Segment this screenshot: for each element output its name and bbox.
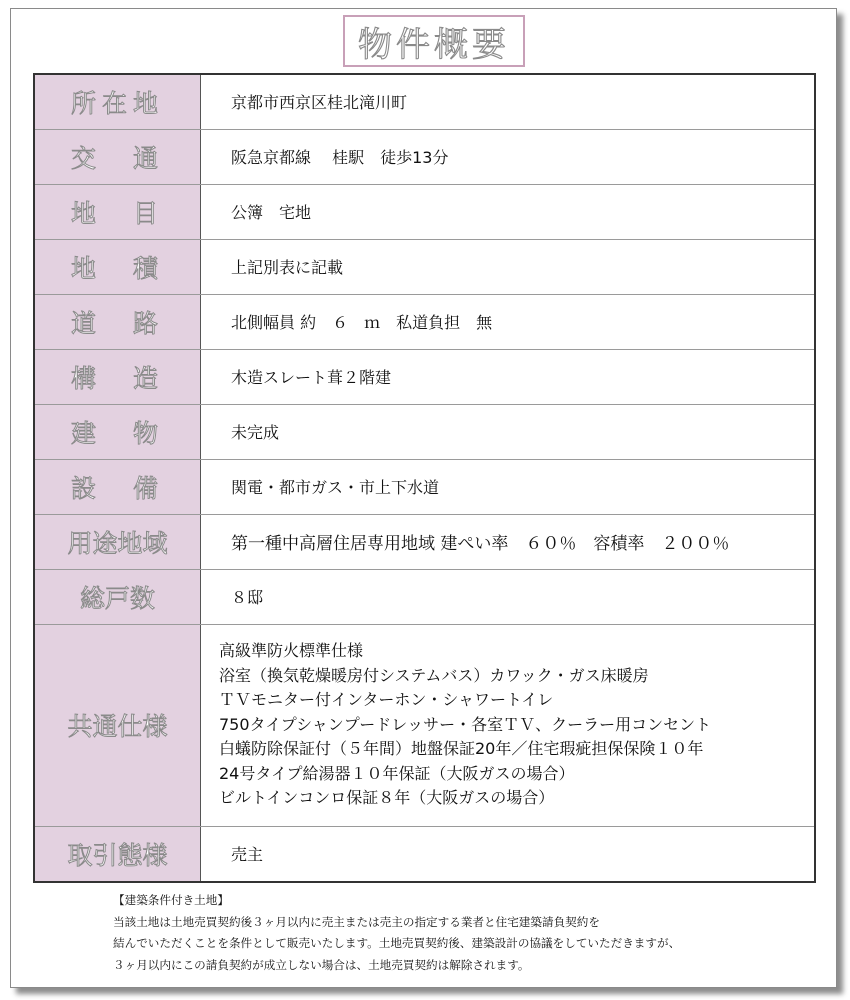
row-label: 用途地域 — [34, 514, 201, 569]
row-facilities — [34, 459, 815, 514]
spec-line: ＴＶモニター付インターホン・シャワートイレ — [219, 690, 554, 710]
row-transaction — [34, 826, 815, 882]
row-value: 木造スレート葺２階建 — [201, 349, 816, 404]
row-value-list — [201, 624, 816, 826]
spec-line: 24号タイプ給湯器１０年保証（大阪ガスの場合） — [219, 763, 575, 783]
row-label: 交 通 — [34, 129, 201, 184]
row-zoning — [34, 514, 815, 569]
row-label: 取引態様 — [34, 826, 201, 882]
row-land-area — [34, 239, 815, 294]
row-units — [34, 569, 815, 624]
spec-line: ビルトインコンロ保証８年（大阪ガスの場合） — [219, 788, 555, 808]
property-spec-table — [33, 73, 816, 883]
row-value: 北側幅員 約 ６ ｍ 私道負担 無 — [201, 294, 816, 349]
row-land-category — [34, 184, 815, 239]
row-value: ８邸 — [201, 569, 816, 624]
row-transport — [34, 129, 815, 184]
row-value: 阪急京都線 桂駅 徒歩13分 — [201, 129, 816, 184]
row-value: 関電・都市ガス・市上下水道 — [201, 459, 816, 514]
row-label: 地 目 — [34, 184, 201, 239]
row-label: 所在地 — [34, 74, 201, 129]
row-label: 建 物 — [34, 404, 201, 459]
spec-line: 750タイプシャンプードレッサー・各室ＴＶ、クーラー用コンセント — [219, 714, 712, 734]
row-structure — [34, 349, 815, 404]
building-condition-notes — [113, 890, 813, 976]
row-value: 第一種中高層住居専用地域 建ぺい率 ６０％ 容積率 ２００％ — [201, 514, 816, 569]
row-road — [34, 294, 815, 349]
row-label: 設 備 — [34, 459, 201, 514]
row-label: 共通仕様 — [34, 624, 201, 826]
row-building — [34, 404, 815, 459]
page-title: 物件概要 — [358, 24, 510, 65]
row-value: 上記別表に記載 — [201, 239, 816, 294]
notes-heading: 【建築条件付き土地】 — [113, 893, 229, 907]
row-common-spec — [34, 624, 815, 826]
row-value: 公簿 宅地 — [201, 184, 816, 239]
title-box — [343, 15, 525, 67]
row-value: 未完成 — [201, 404, 816, 459]
spec-line: 浴室（換気乾燥暖房付システムバス）カワック・ガス床暖房 — [219, 665, 649, 685]
row-location — [34, 74, 815, 129]
row-label: 総戸数 — [34, 569, 201, 624]
spec-line: 高級準防火標準仕様 — [219, 641, 364, 661]
notes-line: 結んでいただくことを条件として販売いたします。土地売買契約後、建築設計の協議をしていただきますが、 — [113, 936, 681, 950]
notes-line: 当該土地は土地売買契約後３ヶ月以内に売主または売主の指定する業者と住宅建築請負契約を — [113, 914, 600, 929]
spec-line: 白蟻防除保証付（５年間）地盤保証20年／住宅瑕疵担保保険１０年 — [219, 739, 704, 759]
property-sheet — [10, 8, 837, 988]
row-value: 京都市西京区桂北滝川町 — [201, 74, 816, 129]
row-label: 地 積 — [34, 239, 201, 294]
row-value: 売主 — [231, 845, 264, 865]
notes-line: ３ヶ月以内にこの請負契約が成立しない場合は、土地売買契約は解除されます。 — [113, 957, 530, 972]
row-label: 道 路 — [34, 294, 201, 349]
row-label: 構 造 — [34, 349, 201, 404]
